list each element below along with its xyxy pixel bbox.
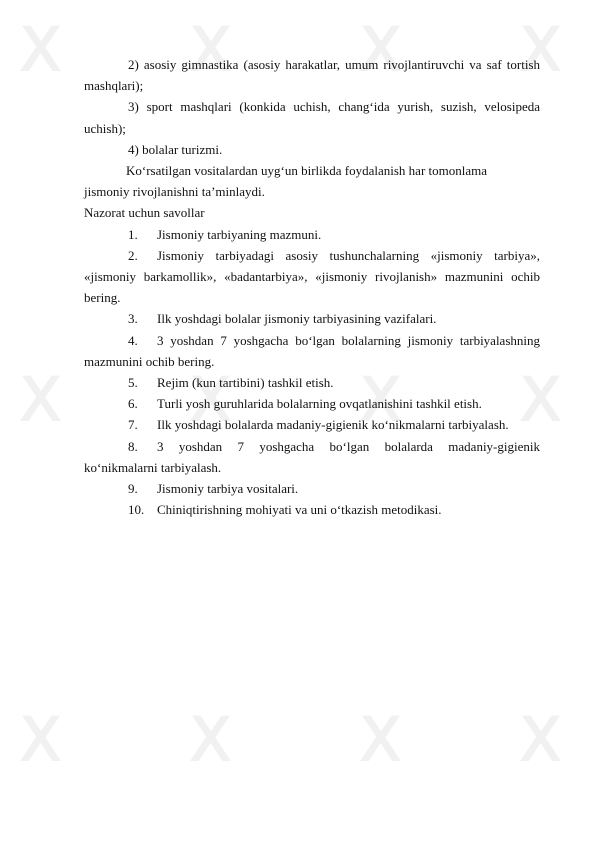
list-item-number: 6.: [128, 396, 138, 412]
list-item: [84, 372, 540, 393]
svg-text:Ⅹ: Ⅹ: [20, 706, 62, 773]
list-item-text: Jismoniy tarbiya vositalari.: [157, 481, 299, 497]
svg-text:Ⅹ: Ⅹ: [360, 706, 402, 773]
list-item-number: 1.: [128, 226, 138, 242]
svg-text:Ⅹ: Ⅹ: [520, 706, 562, 773]
list-item-text: 3 yoshdan 7 yoshgacha bo‘lgan bolalarda madaniy-gigienik ko‘nikmalarni tarbiyalash.: [84, 438, 540, 475]
list-item-text: Turli yosh guruhlarida bolalarning ovqatlanishini tashkil etish.: [157, 396, 482, 412]
list-item-text: 3 yoshdan 7 yoshgacha bo‘lgan bolalarning jismoniy tarbiyalashning mazmunini ochib bering.: [84, 332, 540, 369]
list-item: [84, 414, 540, 435]
list-item-text: Ilk yoshdagi bolalarda madaniy-gigienik ko‘nikmalarni tarbiyalash.: [157, 417, 509, 433]
list-item-number: 5.: [128, 375, 138, 391]
svg-text:Ⅹ: Ⅹ: [190, 706, 232, 773]
section-title: Nazorat uchun savollar: [84, 205, 205, 221]
questions-list: [84, 224, 540, 521]
svg-text:Ⅹ: Ⅹ: [520, 366, 562, 433]
paragraph-tourism: 4) bolalar turizmi.: [128, 141, 223, 157]
list-item-number: 7.: [128, 417, 138, 433]
list-item-number: 8.: [128, 438, 138, 454]
list-item-text: Ilk yoshdagi bolalar jismoniy tarbiyasining vazifalari.: [157, 311, 437, 327]
svg-text:Ⅹ: Ⅹ: [520, 16, 562, 83]
list-item-number: 3.: [128, 311, 138, 327]
list-item-number: 2.: [128, 247, 138, 263]
list-item-text: Chiniqtirishning mohiyati va uni o‘tkazish metodikasi.: [157, 502, 442, 518]
paragraph-sport-exercises: 3) sport mashqlari (konkida uchish, chang‘ida yurish, suzish, velosipeda uchish);: [84, 99, 540, 136]
paragraph-gymnastics: 2) asosiy gimnastika (asosiy harakatlar, umum rivojlantiruvchi va saf tortish mashqlari);: [84, 57, 540, 94]
list-item-text: Jismoniy tarbiyadagi asosiy tushunchalarning «jismoniy tarbiya», «jismoniy barkamollik», «badantarbiya», «jismoniy rivojlanish» mazmunini ochib bering.: [84, 247, 540, 306]
paragraph-combined-use-line2: jismoniy rivojlanishni ta’minlaydi.: [84, 184, 265, 200]
list-item-number: 10.: [128, 502, 145, 518]
svg-text:Ⅹ: Ⅹ: [360, 366, 402, 433]
list-item: [84, 245, 540, 309]
list-item: [84, 499, 540, 520]
list-item: [84, 436, 540, 478]
svg-text:Ⅹ: Ⅹ: [190, 366, 232, 433]
list-item: [84, 308, 540, 329]
paragraph-combined-use-line1: Ko‘rsatilgan vositalardan uyg‘un birlikda foydalanish har tomonlama: [126, 163, 488, 179]
svg-text:Ⅹ: Ⅹ: [20, 366, 62, 433]
svg-text:Ⅹ: Ⅹ: [360, 16, 402, 83]
list-item: [84, 393, 540, 414]
list-item: [84, 330, 540, 372]
list-item-text: Rejim (kun tartibini) tashkil etish.: [157, 375, 334, 391]
list-item-text: Jismoniy tarbiyaning mazmuni.: [157, 226, 322, 242]
svg-text:Ⅹ: Ⅹ: [190, 16, 232, 83]
svg-text:Ⅹ: Ⅹ: [20, 16, 62, 83]
list-item-number: 9.: [128, 481, 138, 497]
document-body: [84, 54, 540, 520]
list-item: [84, 478, 540, 499]
list-item: [84, 224, 540, 245]
list-item-number: 4.: [128, 332, 138, 348]
